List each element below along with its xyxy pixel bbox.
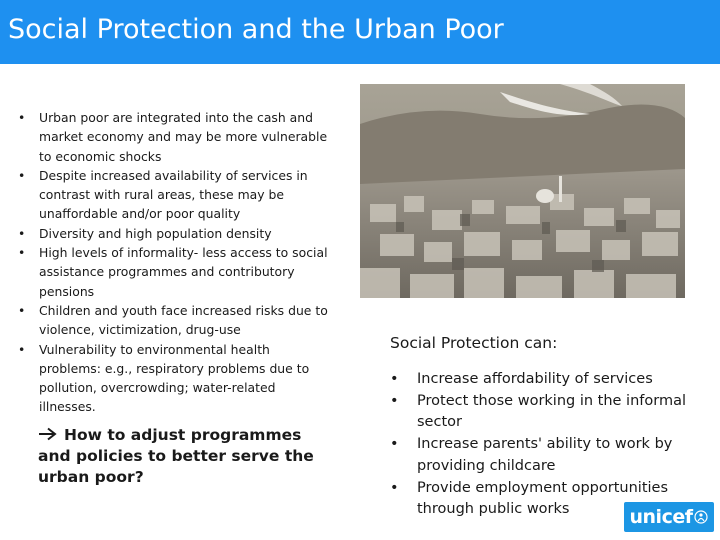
callout-text: How to adjust programmes and policies to better serve the urban poor? xyxy=(38,426,314,486)
unicef-logo xyxy=(624,502,714,532)
right-heading: Social Protection can: xyxy=(390,334,558,352)
bullet-item: • Vulnerability to environmental health problems: e.g., respiratory problems due to pollution, overcrowding; water-related illnesses. xyxy=(28,340,332,417)
bullet-item: • Provide employment opportunities through public works xyxy=(390,478,700,521)
arrow-right-icon xyxy=(38,427,58,441)
unicef-emblem-icon xyxy=(694,510,708,524)
social-protection-list xyxy=(390,369,700,521)
bullet-item: • Diversity and high population density xyxy=(28,224,332,243)
slide-title: Social Protection and the Urban Poor xyxy=(8,14,504,45)
bullet-item: • Increase parents' ability to work by providing childcare xyxy=(390,434,700,477)
urban-poor-bullet-list xyxy=(28,108,332,417)
bullet-item: • High levels of informality- less access to social assistance programmes and contributory pensions xyxy=(28,243,332,301)
bullet-item: • Urban poor are integrated into the cash and market economy and may be more vulnerable to economic shocks xyxy=(28,108,332,166)
bullet-item: • Despite increased availability of services in contrast with rural areas, these may be unaffordable and/or poor quality xyxy=(28,166,332,224)
bullet-item: • Increase affordability of services xyxy=(390,369,700,391)
logo-text: unicef xyxy=(629,506,693,528)
title-bar xyxy=(0,0,720,64)
bullet-item: • Children and youth face increased risks due to violence, victimization, drug-use xyxy=(28,301,332,340)
city-photo-image xyxy=(360,84,685,298)
callout-question xyxy=(38,425,334,488)
bullet-item: • Protect those working in the informal sector xyxy=(390,391,700,434)
city-photo xyxy=(360,84,685,298)
